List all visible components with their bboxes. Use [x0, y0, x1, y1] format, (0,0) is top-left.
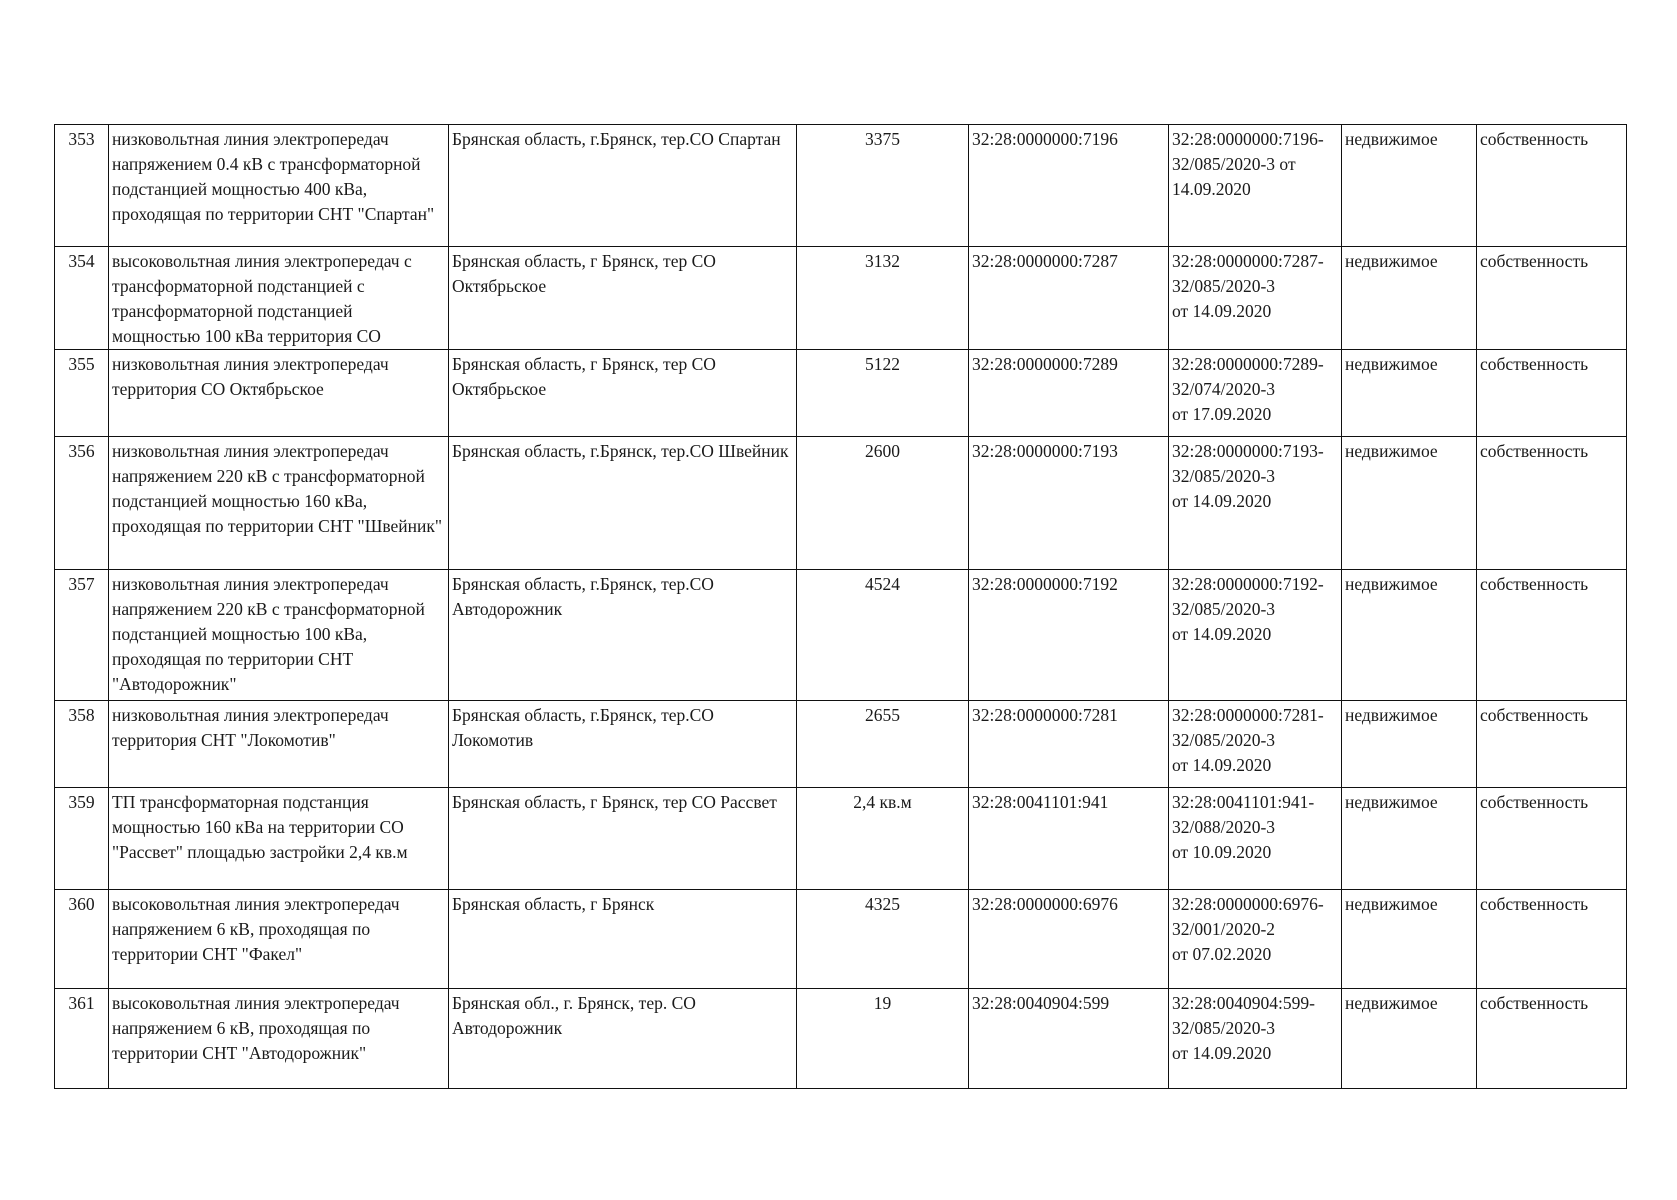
object-address: Брянская область, г.Брянск, тер.СО Локомотив: [449, 701, 797, 788]
registration-line: от 14.09.2020: [1172, 301, 1272, 321]
ownership-right: собственность: [1477, 890, 1627, 989]
table-row: [55, 247, 1627, 350]
object-address: Брянская область, г Брянск: [449, 890, 797, 989]
row-number: 353: [55, 125, 109, 247]
object-address: Брянская область, г.Брянск, тер.СО Швейник: [449, 437, 797, 570]
row-number: 360: [55, 890, 109, 989]
registration-line: от 14.09.2020: [1172, 755, 1272, 775]
object-size: 2,4 кв.м: [797, 788, 969, 890]
registration-line: 32/085/2020-3: [1172, 1018, 1276, 1038]
property-kind: недвижимое: [1342, 247, 1477, 350]
object-description: высоковольтная линия электропередач с трансформаторной подстанцией с трансформаторной подстанцией мощностью 100 кВа территория СО: [109, 247, 449, 350]
row-number: 359: [55, 788, 109, 890]
registration-line: 32/074/2020-3: [1172, 379, 1276, 399]
registration-line: 32/085/2020-3: [1172, 730, 1276, 750]
object-size: 5122: [797, 350, 969, 437]
table-row: [55, 890, 1627, 989]
cadastral-number: 32:28:0000000:7281: [969, 701, 1169, 788]
object-description: низковольтная линия электропередач территория СО Октябрьское: [109, 350, 449, 437]
registration-record: [1169, 350, 1342, 437]
registration-record: [1169, 989, 1342, 1089]
row-number: 358: [55, 701, 109, 788]
cadastral-number: 32:28:0000000:7192: [969, 570, 1169, 701]
registration-line: 32/085/2020-3: [1172, 599, 1276, 619]
object-description: высоковольтная линия электропередач напряжением 6 кВ, проходящая по территории СНТ "Факел": [109, 890, 449, 989]
registration-line: от 17.09.2020: [1172, 404, 1272, 424]
object-description: ТП трансформаторная подстанция мощностью 160 кВа на территории СО "Рассвет" площадью застройки 2,4 кв.м: [109, 788, 449, 890]
object-size: 2600: [797, 437, 969, 570]
row-number: 357: [55, 570, 109, 701]
ownership-right: собственность: [1477, 570, 1627, 701]
row-number: 354: [55, 247, 109, 350]
cadastral-number: 32:28:0000000:7193: [969, 437, 1169, 570]
ownership-right: собственность: [1477, 125, 1627, 247]
registration-record: [1169, 890, 1342, 989]
property-kind: недвижимое: [1342, 701, 1477, 788]
property-kind: недвижимое: [1342, 570, 1477, 701]
cadastral-number: 32:28:0041101:941: [969, 788, 1169, 890]
registration-line: от 14.09.2020: [1172, 491, 1272, 511]
table-row: [55, 989, 1627, 1089]
object-description: низковольтная линия электропередач напряжением 220 кВ с трансформаторной подстанцией мощностью 100 кВа, проходящая по территории СНТ "Автодорожник": [109, 570, 449, 701]
registration-line: от 07.02.2020: [1172, 944, 1272, 964]
table-row: [55, 788, 1627, 890]
ownership-right: собственность: [1477, 247, 1627, 350]
registration-line: 32:28:0000000:7289-: [1172, 354, 1324, 374]
property-kind: недвижимое: [1342, 788, 1477, 890]
registration-line: 32/085/2020-3: [1172, 276, 1276, 296]
row-number: 355: [55, 350, 109, 437]
registration-record: [1169, 788, 1342, 890]
registration-record: [1169, 701, 1342, 788]
registration-line: 32:28:0000000:7193-: [1172, 441, 1324, 461]
cadastral-number: 32:28:0040904:599: [969, 989, 1169, 1089]
registration-line: 14.09.2020: [1172, 179, 1251, 199]
registration-line: 32:28:0000000:7281-: [1172, 705, 1324, 725]
property-kind: недвижимое: [1342, 989, 1477, 1089]
cadastral-number: 32:28:0000000:7196: [969, 125, 1169, 247]
object-description: низковольтная линия электропередач территория СНТ "Локомотив": [109, 701, 449, 788]
object-size: 3375: [797, 125, 969, 247]
row-number: 361: [55, 989, 109, 1089]
cadastral-number: 32:28:0000000:7287: [969, 247, 1169, 350]
registration-line: 32/085/2020-3: [1172, 466, 1276, 486]
object-address: Брянская область, г Брянск, тер СО Октябрьское: [449, 247, 797, 350]
row-number: 356: [55, 437, 109, 570]
registration-line: 32:28:0000000:6976-: [1172, 894, 1324, 914]
object-description: низковольтная линия электропередач напряжением 0.4 кВ с трансформаторной подстанцией мощностью 400 кВа, проходящая по территории СНТ "Спартан": [109, 125, 449, 247]
property-registry-table: [54, 124, 1627, 1089]
ownership-right: собственность: [1477, 788, 1627, 890]
object-description: высоковольтная линия электропередач напряжением 6 кВ, проходящая по территории СНТ "Автодорожник": [109, 989, 449, 1089]
document-page: [54, 124, 1626, 1089]
registration-line: от 10.09.2020: [1172, 842, 1272, 862]
object-size: 3132: [797, 247, 969, 350]
registration-line: от 14.09.2020: [1172, 1043, 1272, 1063]
registration-line: 32/001/2020-2: [1172, 919, 1276, 939]
object-address: Брянская область, г.Брянск, тер.СО Спартан: [449, 125, 797, 247]
cadastral-number: 32:28:0000000:7289: [969, 350, 1169, 437]
object-address: Брянская область, г.Брянск, тер.СО Автодорожник: [449, 570, 797, 701]
object-address: Брянская область, г Брянск, тер СО Октябрьское: [449, 350, 797, 437]
registration-line: 32/085/2020-3 от: [1172, 154, 1296, 174]
cadastral-number: 32:28:0000000:6976: [969, 890, 1169, 989]
ownership-right: собственность: [1477, 701, 1627, 788]
registration-line: 32:28:0000000:7287-: [1172, 251, 1324, 271]
property-kind: недвижимое: [1342, 437, 1477, 570]
table-row: [55, 350, 1627, 437]
registration-line: 32/088/2020-3: [1172, 817, 1276, 837]
ownership-right: собственность: [1477, 350, 1627, 437]
property-kind: недвижимое: [1342, 890, 1477, 989]
ownership-right: собственность: [1477, 989, 1627, 1089]
object-size: 4524: [797, 570, 969, 701]
object-address: Брянская область, г Брянск, тер СО Рассвет: [449, 788, 797, 890]
registration-record: [1169, 570, 1342, 701]
table-row: [55, 701, 1627, 788]
registration-record: [1169, 437, 1342, 570]
registration-line: 32:28:0000000:7192-: [1172, 574, 1324, 594]
table-row: [55, 125, 1627, 247]
table-row: [55, 437, 1627, 570]
object-size: 2655: [797, 701, 969, 788]
registration-line: 32:28:0000000:7196-: [1172, 129, 1324, 149]
object-address: Брянская обл., г. Брянск, тер. СО Автодорожник: [449, 989, 797, 1089]
ownership-right: собственность: [1477, 437, 1627, 570]
property-kind: недвижимое: [1342, 350, 1477, 437]
object-size: 4325: [797, 890, 969, 989]
registration-record: [1169, 125, 1342, 247]
registration-line: от 14.09.2020: [1172, 624, 1272, 644]
table-row: [55, 570, 1627, 701]
registration-record: [1169, 247, 1342, 350]
object-size: 19: [797, 989, 969, 1089]
property-kind: недвижимое: [1342, 125, 1477, 247]
registration-line: 32:28:0041101:941-: [1172, 792, 1315, 812]
registration-line: 32:28:0040904:599-: [1172, 993, 1315, 1013]
object-description: низковольтная линия электропередач напряжением 220 кВ с трансформаторной подстанцией мощностью 160 кВа, проходящая по территории СНТ "Швейник": [109, 437, 449, 570]
